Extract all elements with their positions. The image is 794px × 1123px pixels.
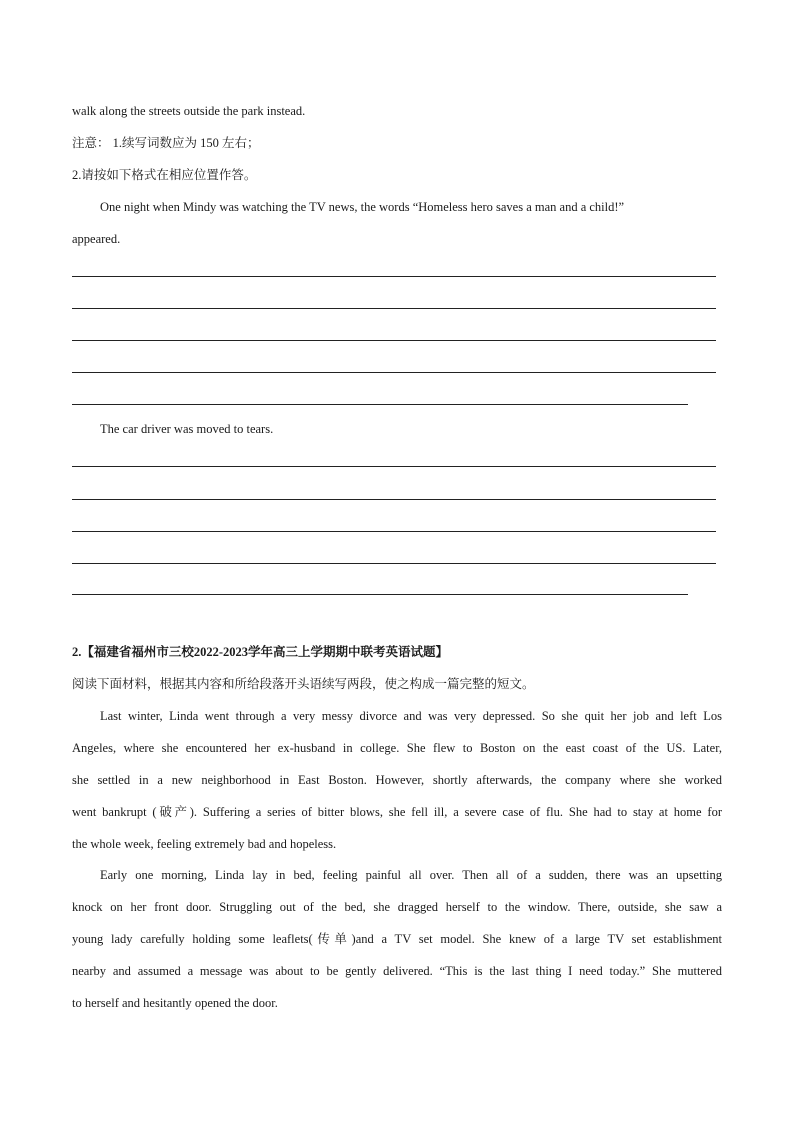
- passage-line: went bankrupt (破产). Suffering a series of bitter blows, she fell ill, a severe case of flu. She had to stay at home for: [72, 805, 722, 819]
- para1-opening-cont: appeared.: [72, 232, 121, 246]
- passage-line: Angeles, where she encountered her ex-husband in college. She flew to Boston on the east coast of the US. Later,: [72, 741, 722, 755]
- text-line: walk along the streets outside the park instead.: [72, 104, 306, 118]
- passage-line: Early one morning, Linda lay in bed, feeling painful all over. Then all of a sudden, there was an upsetting: [100, 868, 722, 882]
- answer-line: [72, 276, 716, 277]
- answer-line: [72, 372, 716, 373]
- note-word-count: 注意： 1.续写词数应为 150 左右；: [72, 136, 260, 150]
- answer-line: [72, 466, 716, 467]
- answer-line: [72, 340, 716, 341]
- answer-line: [72, 404, 688, 405]
- question-heading: 2.【福建省福州市三校2022-2023学年高三上学期期中联考英语试题】: [72, 645, 449, 659]
- answer-line: [72, 594, 688, 595]
- passage-line: to herself and hesitantly opened the door.: [72, 996, 278, 1010]
- passage-line: the whole week, feeling extremely bad and hopeless.: [72, 837, 337, 851]
- para2-opening: The car driver was moved to tears.: [100, 422, 274, 436]
- answer-line: [72, 499, 716, 500]
- answer-line: [72, 531, 716, 532]
- passage-line: knock on her front door. Struggling out of the bed, she dragged herself to the window. There, outside, she saw a: [72, 900, 722, 914]
- answer-line: [72, 308, 716, 309]
- para1-opening: One night when Mindy was watching the TV news, the words “Homeless hero saves a man and a child!”: [100, 200, 625, 214]
- passage-line: nearby and assumed a message was about to be gently delivered. “This is the last thing I need today.” She muttered: [72, 964, 722, 978]
- answer-line: [72, 563, 716, 564]
- note-format: 2.请按如下格式在相应位置作答。: [72, 168, 257, 182]
- passage-line: Last winter, Linda went through a very messy divorce and was very depressed. So she quit her job and left Los: [100, 709, 722, 723]
- passage-line: young lady carefully holding some leaflets(传单)and a TV set model. She knew of a large TV set establishment: [72, 932, 722, 946]
- instruction-text: 阅读下面材料，根据其内容和所给段落开头语续写两段，使之构成一篇完整的短文。: [72, 677, 535, 691]
- passage-line: she settled in a new neighborhood in East Boston. However, shortly afterwards, the company where she worked: [72, 773, 722, 787]
